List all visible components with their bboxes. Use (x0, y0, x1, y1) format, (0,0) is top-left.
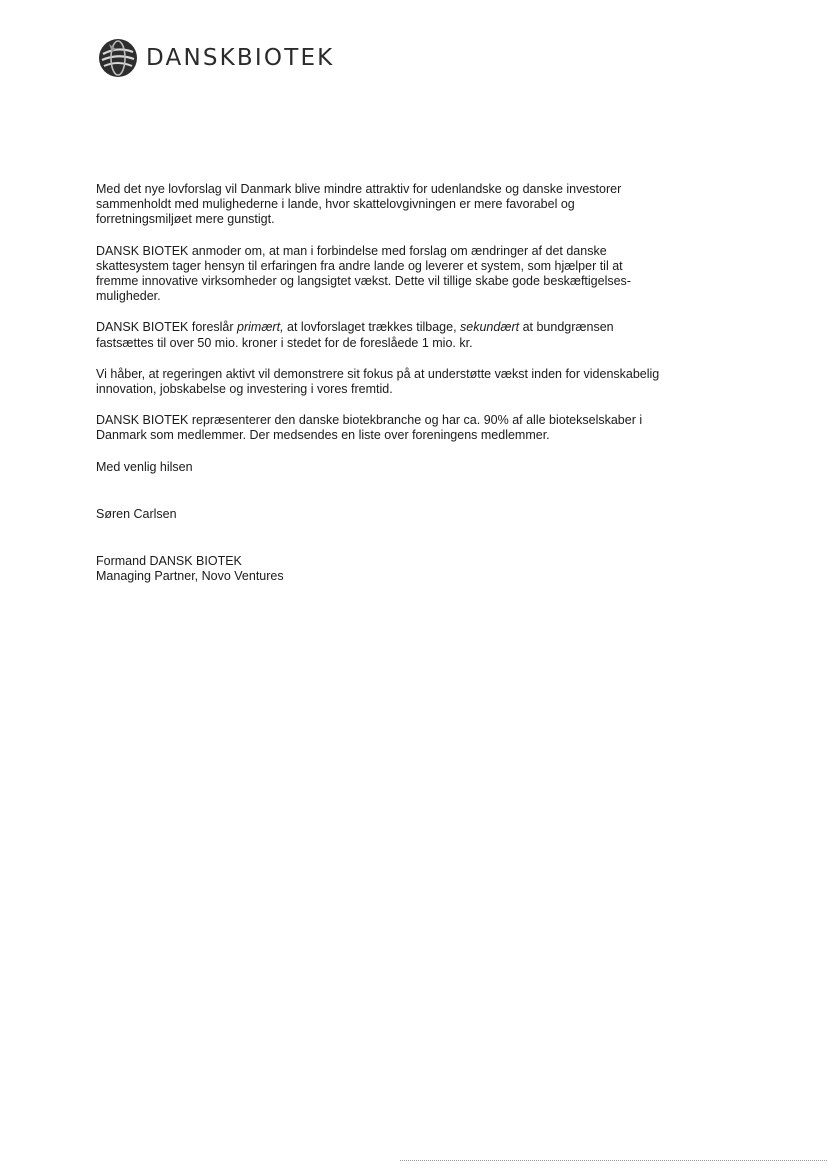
text-line: fremme innovative virksomheder og langsigtet vækst. Dette vil tillige skabe gode beskæftigelses- (96, 274, 631, 289)
title-line: Managing Partner, Novo Ventures (96, 569, 284, 584)
text-line: Danmark som medlemmer. Der medsendes en liste over foreningens medlemmer. (96, 428, 550, 443)
text-line: sammenholdt med mulighederne i lande, hvor skattelovgivningen er mere favorabel og (96, 197, 575, 212)
text-line (96, 320, 746, 335)
text-line: Med det nye lovforslag vil Danmark blive mindre attraktiv for udenlandske og danske investorer (96, 182, 622, 196)
text-line: forretningsmiljøet mere gunstigt. (96, 212, 275, 227)
text-line: fastsættes til over 50 mio. kroner i stedet for de foreslåede 1 mio. kr. (96, 335, 473, 350)
letterhead-logo (98, 38, 334, 78)
text-line: muligheder. (96, 289, 161, 304)
emphasis-primary: primært, (237, 320, 284, 335)
text-line: Vi håber, at regeringen aktivt vil demonstrere sit fokus på at understøtte vækst inden for videnskabelig (96, 366, 660, 381)
paragraph-proposal (96, 320, 746, 350)
brand-name: DANSKBIOTEK (146, 45, 335, 71)
text-line: DANSK BIOTEK repræsenterer den danske biotekbranche og har ca. 90% af alle biotekselskaber i (96, 413, 643, 428)
text-run: at bundgrænsen (519, 320, 614, 335)
text-line: innovation, jobskabelse og investering i vores fremtid. (96, 382, 393, 397)
danskbiotek-globe-logo (98, 38, 138, 78)
emphasis-secondary: sekundært (460, 320, 520, 335)
paragraph-hope (96, 367, 746, 397)
signatory-name: Søren Carlsen (96, 506, 177, 521)
closing-greeting: Med venlig hilsen (96, 459, 193, 474)
paragraph-investors (96, 182, 746, 228)
title-line: Formand DANSK BIOTEK (96, 554, 242, 569)
letter-body (96, 182, 746, 584)
text-run: DANSK BIOTEK foreslår (96, 320, 238, 335)
signatory-title (96, 554, 746, 584)
text-line: DANSK BIOTEK anmoder om, at man i forbindelse med forslag om ændringer af det danske (96, 243, 607, 258)
paragraph-request (96, 244, 746, 305)
page-footer-rule (400, 1160, 827, 1161)
text-run: at lovforslaget trækkes tilbage, (283, 320, 461, 335)
paragraph-members (96, 413, 746, 443)
text-line: skattesystem tager hensyn til erfaringen fra andre lande og leverer et system, som hjælper til at (96, 258, 623, 273)
